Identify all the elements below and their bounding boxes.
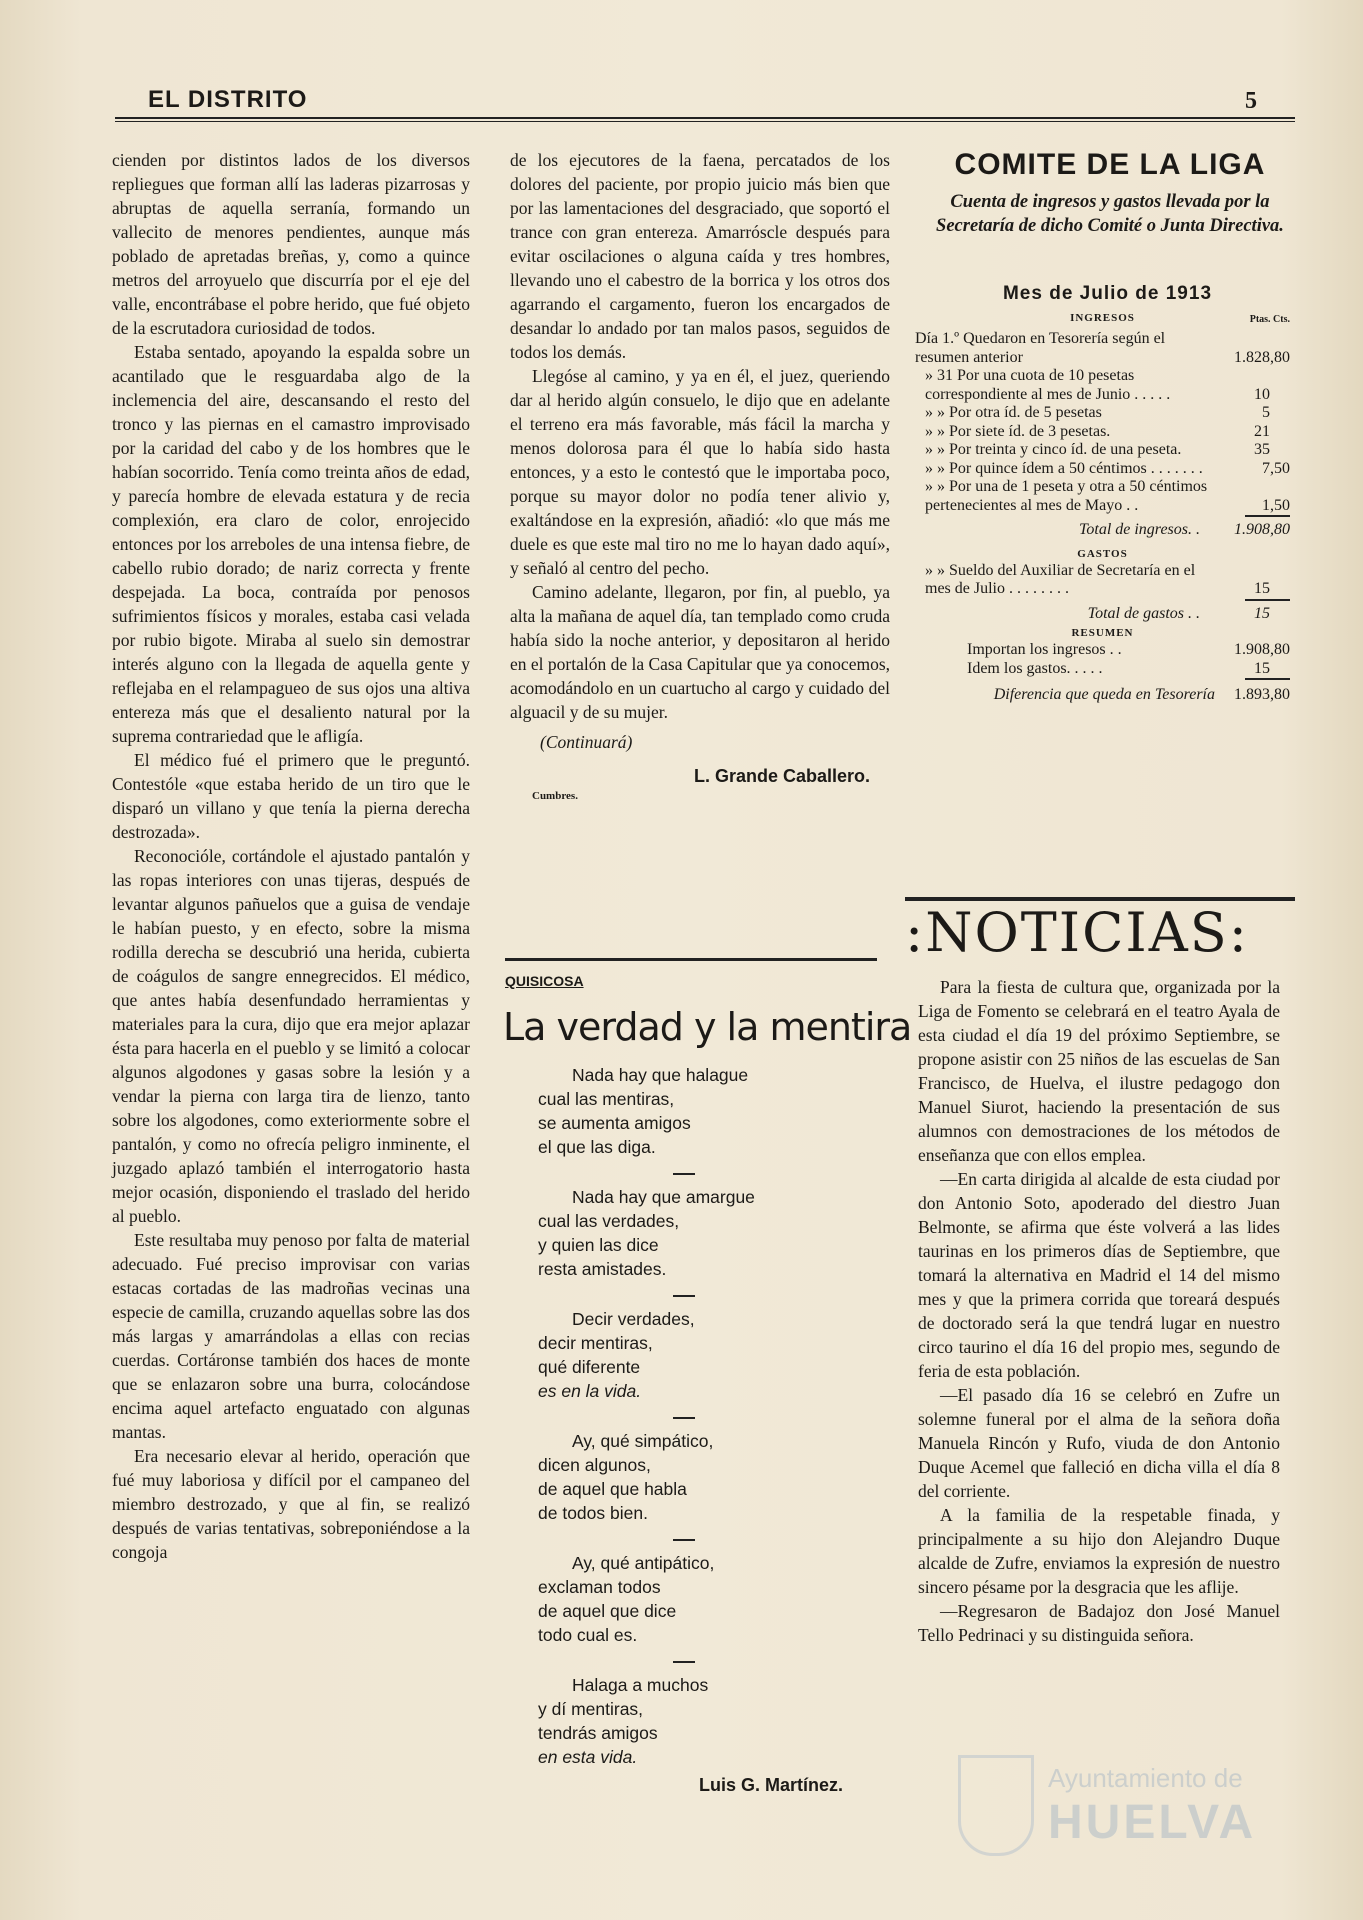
ledger-row-text: » » Por siete íd. de 3 pesetas. bbox=[925, 422, 1111, 440]
story-paragraph: de los ejecutores de la faena, percatados de los dolores del paciente, por propio juicio más bien que por las lamentaciones del desgraciado, que soportó el trance con gran entereza. Amarróscle después para evitar oscilaciones o alguna caída y tres hombres, llevando uno el cabestro de la borrica y los otros dos agarrando el cargamento, fueron los encargados de desandar lo andado por tan malos pasos, seguidos de todos los demás. bbox=[510, 150, 890, 362]
news-paragraph: —En carta dirigida al alcalde de esta ciudad por don Antonio Soto, apoderado del diestro Juan Belmonte, se afirma que éste volverá a las lides taurinas en los primeros días de Septiembre, que tomará la alternativa en Madrid el 14 del mismo mes y que la primera corrida que toreará después de doctorado será la que tendrá lugar en nuestro circo taurino el día 16 del propio mes, segundo de feria de esta población. bbox=[918, 1169, 1280, 1381]
story-paragraph: Este resultaba muy penoso por falta de material adecuado. Fué preciso improvisar con varias estacas cortadas de las madroñas vecinas una especie de camilla, cruzando aquellas sobre las dos más largas y amarrándolas a ellas con recias cuerdas. Cortáronse también dos haces de monte que se enlazaron sobre una burra, colocándose encima aquel artefacto enguatado con algunas mantas. bbox=[112, 1230, 470, 1442]
ledger-row-amount: 1.908,80 bbox=[1234, 641, 1290, 658]
watermark-line-2: HUELVA bbox=[1048, 1796, 1257, 1849]
gastos-label: GASTOS bbox=[1077, 547, 1128, 560]
poem-stanza bbox=[538, 1307, 868, 1403]
poem-author: Luis G. Martínez. bbox=[698, 1775, 843, 1795]
story-place: Cumbres. bbox=[532, 790, 578, 802]
header-rule bbox=[115, 117, 1295, 122]
poem-line: decir mentiras, bbox=[538, 1333, 653, 1353]
ledger-row bbox=[915, 441, 1290, 460]
continuara-note: (Continuará) bbox=[540, 732, 633, 752]
poem-line: Decir verdades, bbox=[572, 1309, 695, 1329]
ledger-row bbox=[915, 330, 1290, 367]
resumen-header bbox=[915, 623, 1290, 641]
serial-story-column-2 bbox=[510, 148, 890, 808]
story-paragraph: cienden por distintos lados de los diversos repliegues que forman allí las laderas pizarrosas y abruptas de aquella serranía, formando un vallecito de menores pendientes, aunque más poblado de apretadas breñas, y, como a quince metros del arroyuelo que discurría por el eje del valle, encontrábase el pobre herido, que fué objeto de la escrutadora curiosidad de todos. bbox=[112, 150, 470, 338]
ledger-row-text: » » Por una de 1 peseta y otra a 50 céntimos pertenecientes al mes de Mayo . . bbox=[925, 478, 1208, 514]
ledger-row-text: » » Sueldo del Auxiliar de Secretaría en el mes de Julio . . . . . . . . bbox=[925, 561, 1196, 597]
ledger-row bbox=[915, 660, 1290, 679]
sum-rule bbox=[1245, 515, 1290, 517]
story-paragraph: Estaba sentado, apoyando la espalda sobre un acantilado que le resguardaba algo de la inclemencia del aire, descansando el resto del tronco y las piernas en el camastro improvisado por la caridad del cabo y de los hombres que le habían socorrido. Tenía como treinta años de edad, y parecía hombre de elevada estatura y de recia complexión, era claro de color, enrojecido entonces por los arreboles de una intensa fiebre, de cabello rubio dorado; de nariz correcta y frente despejada. La boca, contraída por penosos sufrimientos físicos y morales, estaba casi velada por rubio bigote. Miraba al suelo sin demostrar interés alguno con la llegada de aquella gente y reflejaba en el relampagueo de sus ojos una altiva entereza más que el desaliento natural por la suprema contrariedad que le afligía. bbox=[112, 342, 470, 746]
news-paragraph: A la familia de la respetable finada, y principalmente a su hijo don Alejandro Duque alcalde de Zufre, enviamos la expresión de nuestro sincero pésame por la desgracia que les aflije. bbox=[918, 1505, 1280, 1597]
ledger-row bbox=[915, 404, 1290, 423]
gastos-header bbox=[915, 544, 1290, 562]
poem-line: en esta vida. bbox=[538, 1747, 638, 1767]
ledger-row-amount: 15 bbox=[1254, 580, 1270, 597]
comite-subtitle: Cuenta de ingresos y gastos llevada por la Secretaría de dicho Comité o Junta Directiva. bbox=[936, 192, 1284, 236]
accounts-month: Mes de Julio de 1913 bbox=[1002, 283, 1213, 304]
story-paragraph: El médico fué el primero que le preguntó. Contestóle «que estaba herido de un tiro que le disparó un villano y que tenía la pierna derecha destrozada». bbox=[112, 750, 470, 842]
ingresos-header bbox=[915, 308, 1290, 326]
poem-line: Halaga a muchos bbox=[572, 1675, 709, 1695]
ledger-row-amount: 1,50 bbox=[1262, 496, 1290, 514]
poem-line: se aumenta amigos bbox=[538, 1113, 691, 1133]
total-gastos-amount: 15 bbox=[1254, 604, 1270, 622]
resumen-label: RESUMEN bbox=[1071, 627, 1134, 639]
ledger-row-amount: 10 bbox=[1254, 385, 1270, 403]
poem-line: y dí mentiras, bbox=[538, 1699, 644, 1719]
poem-line: y quien las dice bbox=[538, 1235, 659, 1255]
watermark-line-1: Ayuntamiento de bbox=[1048, 1763, 1243, 1793]
poem-line: es en la vida. bbox=[538, 1381, 642, 1401]
poem-stanza bbox=[538, 1551, 868, 1647]
total-gastos-row bbox=[915, 605, 1290, 624]
poem-line: qué diferente bbox=[538, 1357, 641, 1377]
ledger-row bbox=[915, 460, 1290, 479]
sum-rule bbox=[1245, 599, 1290, 601]
section-label: QUISICOSA bbox=[505, 973, 584, 989]
ledger-row bbox=[915, 641, 1290, 660]
stanza-divider bbox=[673, 1539, 695, 1541]
story-paragraph: Camino adelante, llegaron, por fin, al pueblo, ya alta la mañana de aquel día, tan templado como cruda había sido la noche anterior, y depositaron al herido en el portalón de la Casa Capitular que ya conocemos, acomodándolo en un cuartucho al cargo y cuidado del alguacil y de su mujer. bbox=[510, 582, 891, 722]
diferencia-amount: 1.893,80 bbox=[1234, 686, 1290, 703]
poem-stanza bbox=[538, 1429, 868, 1525]
total-ingresos-row bbox=[915, 521, 1290, 540]
story-author: L. Grande Caballero. bbox=[693, 766, 870, 786]
poem-line: Ay, qué simpático, bbox=[572, 1431, 714, 1451]
stanza-divider bbox=[673, 1661, 695, 1663]
ledger-row bbox=[915, 478, 1290, 515]
poem-line: el que las diga. bbox=[538, 1137, 656, 1157]
noticias-column bbox=[918, 975, 1280, 1647]
accounts-ledger bbox=[915, 308, 1290, 705]
comite-title: COMITE DE LA LIGA bbox=[954, 148, 1266, 181]
stanza-divider bbox=[673, 1295, 695, 1297]
ledger-row-text: » » Por otra íd. de 5 pesetas bbox=[925, 404, 1102, 421]
poem-line: Nada hay que halague bbox=[572, 1065, 749, 1085]
story-paragraph: Llegóse al camino, y ya en él, el juez, queriendo dar al herido algún consuelo, le dijo que en adelante el terreno era más favorable, más fácil la marcha y menos dolorosa para él que lo había sido hasta entonces, y a esto le contestó que le importaba poco, porque su mayor dolor no podía tener alivio y, exaltándose en la expresión, añadió: «lo que más me duele es que este mal tiro no me lo hayan dado aquí», y señaló al centro del pecho. bbox=[510, 366, 890, 578]
poem-line: resta amistades. bbox=[538, 1259, 667, 1279]
ledger-row bbox=[915, 562, 1290, 599]
poem-line: cual las verdades, bbox=[538, 1211, 680, 1231]
news-paragraph: Para la fiesta de cultura que, organizada por la Liga de Fomento se celebrará en el teatro Ayala de esta ciudad el día 19 del próximo Septiembre, se propone asistir con 25 niños de las escuelas de San Francisco, de Huelva, el ilustre pedagogo don Manuel Siurot, haciendo la presentación de sus alumnos con demostraciones de los métodos de enseñanza que con ellos emplea. bbox=[918, 977, 1280, 1165]
poem-line: dicen algunos, bbox=[538, 1455, 651, 1475]
poem-line: de aquel que dice bbox=[538, 1601, 677, 1621]
ledger-row-text: Día 1.º Quedaron en Tesorería según el resumen anterior bbox=[915, 330, 1166, 366]
poem-line: de aquel que habla bbox=[538, 1479, 687, 1499]
ledger-row-amount: 15 bbox=[1254, 659, 1270, 677]
poem-line: tendrás amigos bbox=[538, 1723, 658, 1743]
news-paragraph: —El pasado día 16 se celebró en Zufre un solemne funeral por el alma de la señora doña Manuela Rincón y Rufo, viuda de don Antonio Duque Acemel que falleció en dicha villa el día 8 del corriente. bbox=[918, 1385, 1280, 1501]
coat-of-arms-icon bbox=[958, 1755, 1034, 1856]
poem-line: Nada hay que amargue bbox=[572, 1187, 755, 1207]
ledger-row-amount: 5 bbox=[1262, 404, 1270, 421]
archive-watermark bbox=[958, 1755, 1298, 1865]
ledger-row-amount: 35 bbox=[1254, 441, 1270, 458]
diferencia-row bbox=[915, 686, 1290, 705]
diferencia-label: Diferencia que queda en Tesorería bbox=[993, 686, 1215, 703]
total-ingresos-amount: 1.908,80 bbox=[1234, 521, 1290, 538]
serial-story-column-1 bbox=[112, 148, 470, 1564]
sum-rule bbox=[1245, 678, 1290, 680]
stanza-divider bbox=[673, 1417, 695, 1419]
poem-line: todo cual es. bbox=[538, 1625, 638, 1645]
story-paragraph: Reconocióle, cortándole el ajustado pantalón y las ropas interiores con unas tijeras, después de levantar algunos pañuelos que a guisa de vendaje le habían puesto, y en efecto, sobre la misma rodilla derecha se descubrió una herida, cubierta de coágulos de sangre ennegrecidos. El médico, que antes había desenfundado herramientas y materiales para la cura, dijo que era mejor aplazar ésta para hacerla en el pueblo y se limitó a colocar algunos algodones y gasas sobre la lesión y a vendar la pierna con larga tira de lienzo, tanto sobre los algodones, como exteriormente sobre el pantalón, y como no ofrecía peligro inminente, el juzgado aplazó también el interrogatorio hasta mejor ocasión, disponiendo el traslado del herido al pueblo. bbox=[112, 846, 470, 1226]
poem-stanza bbox=[538, 1673, 868, 1769]
poem-title: La verdad y la mentira bbox=[503, 1005, 912, 1049]
poem-body bbox=[538, 1063, 868, 1797]
poem-line: de todos bien. bbox=[538, 1503, 648, 1523]
ledger-row-amount: 21 bbox=[1254, 422, 1270, 440]
ledger-row bbox=[915, 423, 1290, 442]
ledger-row-text: » » Por treinta y cinco íd. de una peseta. bbox=[925, 441, 1182, 458]
ledger-row-amount: 7,50 bbox=[1262, 459, 1290, 477]
ledger-row bbox=[915, 367, 1290, 404]
currency-column-header: Ptas. Cts. bbox=[1249, 314, 1290, 325]
newspaper-title: EL DISTRITO bbox=[148, 86, 308, 113]
poem-line: Ay, qué antipático, bbox=[572, 1553, 715, 1573]
poem-line: cual las mentiras, bbox=[538, 1089, 675, 1109]
stanza-divider bbox=[673, 1173, 695, 1175]
ledger-row-text: » » Por quince ídem a 50 céntimos . . . . . . . bbox=[925, 459, 1203, 477]
noticias-heading: :NOTICIAS: bbox=[905, 901, 1249, 964]
ledger-row-amount: 1.828,80 bbox=[1234, 348, 1290, 366]
poem-stanza bbox=[538, 1185, 868, 1281]
page-number: 5 bbox=[1245, 88, 1257, 114]
total-ingresos-label: Total de ingresos. . bbox=[1078, 521, 1200, 538]
section-rule bbox=[505, 958, 877, 961]
total-gastos-label: Total de gastos . . bbox=[1087, 604, 1200, 622]
poem-stanza bbox=[538, 1063, 868, 1159]
news-paragraph: —Regresaron de Badajoz don José Manuel Tello Pedrinaci y su distinguida señora. bbox=[918, 1601, 1280, 1645]
story-paragraph: Era necesario elevar al herido, operación que fué muy laboriosa y difícil por el campaneo del miembro destrozado, y que al fin, se realizó después de varias tentativas, sobreponiéndose a la congoja bbox=[112, 1446, 470, 1562]
poem-line: exclaman todos bbox=[538, 1577, 661, 1597]
ledger-row-text: Importan los ingresos . . bbox=[967, 641, 1122, 658]
ingresos-label: INGRESOS bbox=[1070, 312, 1135, 324]
ledger-row-text: Idem los gastos. . . . . bbox=[967, 659, 1103, 677]
ledger-row-text: » 31 Por una cuota de 10 pesetas correspondiente al mes de Junio . . . . . bbox=[925, 367, 1171, 403]
